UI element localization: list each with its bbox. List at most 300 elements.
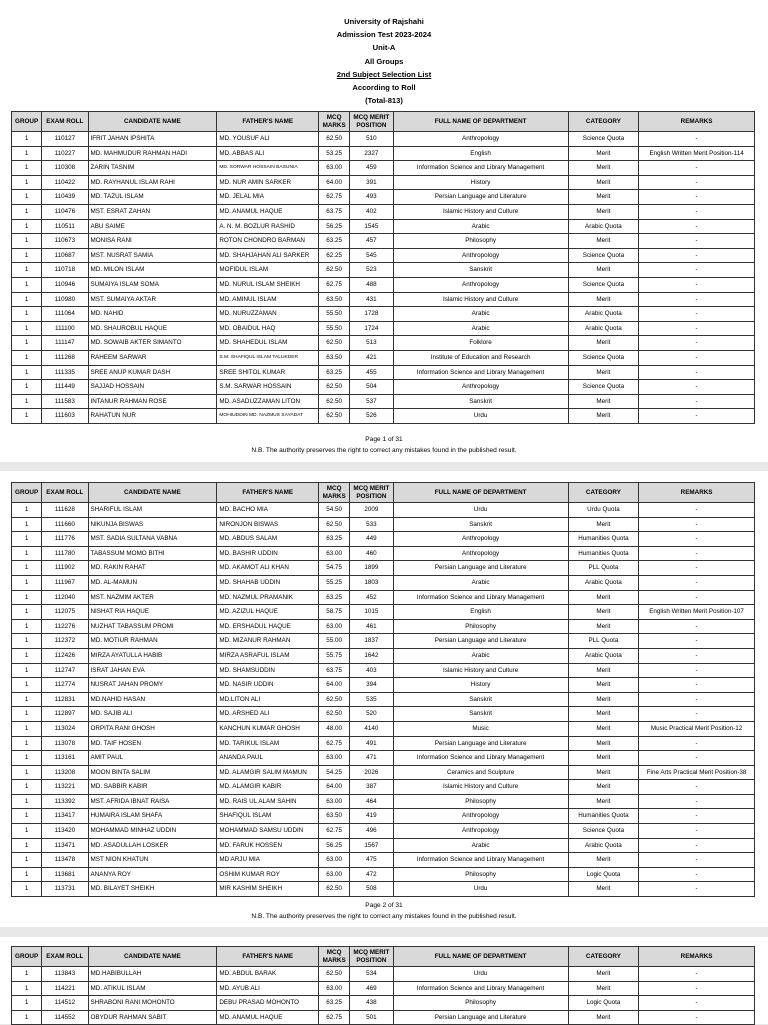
cell-category: Merit	[568, 751, 638, 766]
cell-remarks: -	[639, 882, 755, 897]
cell-merit: 523	[350, 263, 393, 278]
cell-category: Humanities Quota	[568, 546, 638, 561]
cell-mcq-marks: 62.75	[319, 1010, 350, 1025]
cell-father: MOHIUDDIN MD. NAZMUS SAYADAT	[217, 409, 319, 424]
cell-remarks: -	[639, 967, 755, 982]
cell-candidate: MOON BINTA SALIM	[88, 765, 217, 780]
cell-merit: 488	[350, 277, 393, 292]
column-header-mcq-marks: MCQ MARKS	[319, 112, 350, 132]
cell-merit: 491	[350, 736, 393, 751]
cell-group: 1	[12, 765, 42, 780]
cell-mcq-marks: 55.00	[319, 634, 350, 649]
cell-remarks: -	[639, 350, 755, 365]
cell-mcq-marks: 64.00	[319, 780, 350, 795]
cell-department: Sanskrit	[393, 263, 568, 278]
cell-candidate: MD. AL-MAMUN	[88, 575, 217, 590]
selection-table	[11, 482, 755, 897]
cell-remarks: -	[639, 648, 755, 663]
table-row	[12, 234, 755, 249]
cell-exam-roll: 111583	[42, 394, 88, 409]
cell-group: 1	[12, 263, 42, 278]
cell-father: MD. NURUL ISLAM SHEIKH	[217, 277, 319, 292]
cell-group: 1	[12, 503, 42, 518]
column-header-department: FULL NAME OF DEPARTMENT	[393, 112, 568, 132]
column-header-remarks: REMARKS	[639, 112, 755, 132]
cell-remarks: -	[639, 263, 755, 278]
cell-mcq-marks: 54.50	[319, 503, 350, 518]
cell-merit: 1803	[350, 575, 393, 590]
cell-remarks: -	[639, 292, 755, 307]
cell-category: Merit	[568, 190, 638, 205]
cell-exam-roll: 114512	[42, 996, 88, 1011]
cell-group: 1	[12, 967, 42, 982]
cell-father: MD. ANAMUL HAQUE	[217, 204, 319, 219]
cell-department: Music	[393, 721, 568, 736]
cell-merit: 2009	[350, 503, 393, 518]
table-row	[12, 996, 755, 1011]
column-header-category: CATEGORY	[568, 947, 638, 967]
cell-candidate: MST. SADIA SULTANA VABNA	[88, 532, 217, 547]
cell-merit: 1837	[350, 634, 393, 649]
cell-remarks: English Written Merit Position-114	[639, 146, 755, 161]
cell-father: ANANDA PAUL	[217, 751, 319, 766]
cell-exam-roll: 110422	[42, 175, 88, 190]
cell-father: MD. JELAL MIA	[217, 190, 319, 205]
cell-candidate: RAHATUN NUR	[88, 409, 217, 424]
cell-group: 1	[12, 663, 42, 678]
cell-father: SREE SHITOL KUMAR	[217, 365, 319, 380]
cell-group: 1	[12, 590, 42, 605]
cell-candidate: NUSRAT JAHAN PROMY	[88, 678, 217, 693]
cell-merit: 387	[350, 780, 393, 795]
cell-mcq-marks: 62.50	[319, 692, 350, 707]
cell-department: Information Science and Library Management	[393, 365, 568, 380]
cell-exam-roll: 112276	[42, 619, 88, 634]
cell-department: Arabic	[393, 648, 568, 663]
cell-candidate: RAHEEM SARWAR	[88, 350, 217, 365]
cell-exam-roll: 112897	[42, 707, 88, 722]
table-row	[12, 648, 755, 663]
cell-group: 1	[12, 605, 42, 620]
cell-department: Philosophy	[393, 234, 568, 249]
cell-category: Merit	[568, 146, 638, 161]
cell-merit: 464	[350, 794, 393, 809]
cell-category: Merit	[568, 619, 638, 634]
cell-exam-roll: 113478	[42, 853, 88, 868]
cell-remarks: -	[639, 321, 755, 336]
cell-group: 1	[12, 561, 42, 576]
cell-father: MD. SHAMSUDDIN	[217, 663, 319, 678]
cell-merit: 394	[350, 678, 393, 693]
cell-remarks: -	[639, 619, 755, 634]
cell-category: Merit	[568, 663, 638, 678]
cell-father: MD. ERSHADUL HAQUE	[217, 619, 319, 634]
cell-remarks: -	[639, 751, 755, 766]
cell-department: Philosophy	[393, 867, 568, 882]
cell-exam-roll: 113161	[42, 751, 88, 766]
column-header-father: FATHER'S NAME	[217, 112, 319, 132]
cell-group: 1	[12, 981, 42, 996]
cell-merit: 452	[350, 590, 393, 605]
cell-department: Sanskrit	[393, 707, 568, 722]
cell-merit: 4140	[350, 721, 393, 736]
cell-exam-roll: 111967	[42, 575, 88, 590]
cell-mcq-marks: 62.50	[319, 882, 350, 897]
cell-candidate: MD. RAYHANUL ISLAM RAHI	[88, 175, 217, 190]
cell-department: Information Science and Library Management	[393, 161, 568, 176]
cell-department: Persian Language and Literature	[393, 561, 568, 576]
cell-category: Logic Quota	[568, 996, 638, 1011]
cell-group: 1	[12, 277, 42, 292]
cell-mcq-marks: 55.75	[319, 648, 350, 663]
cell-category: Merit	[568, 161, 638, 176]
cell-exam-roll: 111064	[42, 307, 88, 322]
cell-department: Urdu	[393, 967, 568, 982]
cell-category: Merit	[568, 692, 638, 707]
cell-father: MD. SORWAR HOSSAIN BASUNIA	[217, 161, 319, 176]
cell-father: MD. BACHO MIA	[217, 503, 319, 518]
document-page-1	[0, 0, 768, 462]
cell-father: NIRONJON BISWAS	[217, 517, 319, 532]
cell-merit: 431	[350, 292, 393, 307]
cell-department: Arabic	[393, 321, 568, 336]
cell-candidate: ORPITA RANI GHOSH	[88, 721, 217, 736]
cell-category: Science Quota	[568, 824, 638, 839]
cell-category: Science Quota	[568, 277, 638, 292]
cell-category: Merit	[568, 234, 638, 249]
cell-group: 1	[12, 307, 42, 322]
cell-department: Urdu	[393, 409, 568, 424]
cell-group: 1	[12, 365, 42, 380]
cell-candidate: HUMAIRA ISLAM SHAFA	[88, 809, 217, 824]
cell-exam-roll: 110687	[42, 248, 88, 263]
cell-father: MD. FARUK HOSSEN	[217, 838, 319, 853]
table-row	[12, 132, 755, 147]
total-label: (Total-813)	[365, 96, 403, 106]
cell-department: Persian Language and Literature	[393, 1010, 568, 1025]
cell-group: 1	[12, 575, 42, 590]
cell-remarks: -	[639, 634, 755, 649]
cell-remarks: -	[639, 161, 755, 176]
cell-group: 1	[12, 824, 42, 839]
cell-mcq-marks: 62.50	[319, 409, 350, 424]
cell-category: Logic Quota	[568, 867, 638, 882]
cell-mcq-marks: 63.00	[319, 853, 350, 868]
cell-mcq-marks: 62.50	[319, 263, 350, 278]
table-row	[12, 307, 755, 322]
cell-group: 1	[12, 380, 42, 395]
cell-mcq-marks: 56.25	[319, 838, 350, 853]
cell-category: Merit	[568, 517, 638, 532]
cell-candidate: SUMAIYA ISLAM SOMA	[88, 277, 217, 292]
cell-remarks: -	[639, 190, 755, 205]
cell-candidate: NIKUNJA BISWAS	[88, 517, 217, 532]
table-row	[12, 619, 755, 634]
table-row	[12, 546, 755, 561]
cell-exam-roll: 111449	[42, 380, 88, 395]
cell-merit: 493	[350, 190, 393, 205]
cell-candidate: MD.HABIBULLAH	[88, 967, 217, 982]
cell-department: Anthropology	[393, 532, 568, 547]
cell-department: Anthropology	[393, 546, 568, 561]
cell-father: MD. BASHIR UDDIN	[217, 546, 319, 561]
cell-father: MD. AYUB ALI	[217, 981, 319, 996]
cell-exam-roll: 112372	[42, 634, 88, 649]
cell-mcq-marks: 55.50	[319, 307, 350, 322]
cell-group: 1	[12, 204, 42, 219]
cell-department: Folklore	[393, 336, 568, 351]
cell-father: S.M. SARWAR HOSSAIN	[217, 380, 319, 395]
cell-category: Arabic Quota	[568, 321, 638, 336]
cell-candidate: MST. SUMAIYA AKTAR	[88, 292, 217, 307]
cell-mcq-marks: 63.00	[319, 161, 350, 176]
cell-exam-roll: 112075	[42, 605, 88, 620]
cell-category: Humanities Quota	[568, 532, 638, 547]
cell-group: 1	[12, 219, 42, 234]
cell-category: Merit	[568, 765, 638, 780]
cell-mcq-marks: 63.75	[319, 663, 350, 678]
cell-remarks: -	[639, 663, 755, 678]
cell-category: Merit	[568, 365, 638, 380]
cell-remarks: -	[639, 503, 755, 518]
cell-father: MD. NUR AMIN SARKER	[217, 175, 319, 190]
cell-merit: 475	[350, 853, 393, 868]
cell-category: Merit	[568, 853, 638, 868]
column-header-father: FATHER'S NAME	[217, 947, 319, 967]
table-row	[12, 853, 755, 868]
table-row	[12, 219, 755, 234]
cell-exam-roll: 114552	[42, 1010, 88, 1025]
cell-department: Persian Language and Literature	[393, 736, 568, 751]
cell-category: Merit	[568, 967, 638, 982]
cell-group: 1	[12, 146, 42, 161]
cell-category: Merit	[568, 882, 638, 897]
cell-father: A. N. M. BOZLUR RASHID	[217, 219, 319, 234]
cell-exam-roll: 110980	[42, 292, 88, 307]
cell-mcq-marks: 53.25	[319, 146, 350, 161]
cell-mcq-marks: 62.50	[319, 707, 350, 722]
cell-father: MOFIDUL ISLAM	[217, 263, 319, 278]
cell-group: 1	[12, 707, 42, 722]
cell-department: Anthropology	[393, 809, 568, 824]
cell-group: 1	[12, 517, 42, 532]
cell-exam-roll: 112747	[42, 663, 88, 678]
selection-table	[11, 946, 755, 1025]
cell-group: 1	[12, 692, 42, 707]
cell-department: Institute of Education and Research	[393, 350, 568, 365]
cell-candidate: MST. NAZMIM AKTER	[88, 590, 217, 605]
cell-father: MIR KASHIM SHEIKH	[217, 882, 319, 897]
table-row	[12, 321, 755, 336]
cell-group: 1	[12, 248, 42, 263]
cell-department: Anthropology	[393, 380, 568, 395]
cell-remarks: -	[639, 996, 755, 1011]
cell-merit: 2026	[350, 765, 393, 780]
cell-remarks: -	[639, 780, 755, 795]
cell-remarks: -	[639, 546, 755, 561]
cell-candidate: MD. NAHID	[88, 307, 217, 322]
cell-group: 1	[12, 409, 42, 424]
cell-exam-roll: 111100	[42, 321, 88, 336]
cell-mcq-marks: 62.25	[319, 248, 350, 263]
cell-father: MD. NURUZZAMAN	[217, 307, 319, 322]
cell-category: Merit	[568, 605, 638, 620]
cell-candidate: ZARIN TASNIM	[88, 161, 217, 176]
cell-category: Humanities Quota	[568, 809, 638, 824]
table-row	[12, 517, 755, 532]
cell-candidate: INTANUR RAHMAN ROSE	[88, 394, 217, 409]
cell-candidate: MST NION KHATUN	[88, 853, 217, 868]
cell-department: Information Science and Library Management	[393, 751, 568, 766]
column-header-candidate: CANDIDATE NAME	[88, 947, 217, 967]
cell-mcq-marks: 55.25	[319, 575, 350, 590]
table-row	[12, 605, 755, 620]
cell-mcq-marks: 63.00	[319, 794, 350, 809]
cell-remarks: -	[639, 409, 755, 424]
cell-category: Merit	[568, 292, 638, 307]
cell-department: Philosophy	[393, 794, 568, 809]
cell-remarks: -	[639, 204, 755, 219]
cell-group: 1	[12, 867, 42, 882]
cell-candidate: MD. RAKIN RAHAT	[88, 561, 217, 576]
cell-exam-roll: 110673	[42, 234, 88, 249]
cell-merit: 461	[350, 619, 393, 634]
column-header-remarks: REMARKS	[639, 947, 755, 967]
cell-remarks: -	[639, 824, 755, 839]
table-row	[12, 190, 755, 205]
cell-group: 1	[12, 1010, 42, 1025]
cell-father: MD. ANAMUL HAQUE	[217, 1010, 319, 1025]
cell-candidate: MD. ASADULLAH LOSKER	[88, 838, 217, 853]
cell-candidate: ANANYA ROY	[88, 867, 217, 882]
cell-department: Islamic History and Culture	[393, 292, 568, 307]
cell-group: 1	[12, 619, 42, 634]
cell-department: History	[393, 678, 568, 693]
table-row	[12, 663, 755, 678]
cell-group: 1	[12, 678, 42, 693]
cell-remarks: -	[639, 838, 755, 853]
cell-department: Information Science and Library Management	[393, 590, 568, 605]
cell-candidate: ABU SAIME	[88, 219, 217, 234]
cell-remarks: -	[639, 853, 755, 868]
cell-father: S.M. SHAFIQUL ISLAM TALUKDER	[217, 350, 319, 365]
cell-father: MD. SHAHAB UDDIN	[217, 575, 319, 590]
cell-candidate: SAJJAD HOSSAIN	[88, 380, 217, 395]
cell-category: Arabic Quota	[568, 648, 638, 663]
cell-group: 1	[12, 190, 42, 205]
cell-category: Merit	[568, 780, 638, 795]
cell-mcq-marks: 63.25	[319, 234, 350, 249]
cell-mcq-marks: 62.75	[319, 736, 350, 751]
cell-department: Arabic	[393, 219, 568, 234]
cell-group: 1	[12, 736, 42, 751]
cell-remarks: -	[639, 394, 755, 409]
cell-category: Science Quota	[568, 248, 638, 263]
cell-group: 1	[12, 838, 42, 853]
cell-merit: 533	[350, 517, 393, 532]
cell-category: Merit	[568, 1010, 638, 1025]
cell-candidate: NISHAT RIA HAQUE	[88, 605, 217, 620]
cell-category: Merit	[568, 794, 638, 809]
table-row	[12, 590, 755, 605]
table-row	[12, 263, 755, 278]
unit-label: Unit-A	[372, 43, 396, 53]
cell-father: MD. SHAHEDUL ISLAM	[217, 336, 319, 351]
cell-remarks: Fine Arts Practical Merit Position-38	[639, 765, 755, 780]
cell-department: English	[393, 605, 568, 620]
cell-remarks: English Written Merit Position-107	[639, 605, 755, 620]
cell-remarks: -	[639, 561, 755, 576]
cell-exam-roll: 113420	[42, 824, 88, 839]
cell-merit: 513	[350, 336, 393, 351]
cell-exam-roll: 111603	[42, 409, 88, 424]
cell-merit: 449	[350, 532, 393, 547]
cell-department: Sanskrit	[393, 692, 568, 707]
table-row	[12, 838, 755, 853]
table-row	[12, 292, 755, 307]
cell-group: 1	[12, 532, 42, 547]
cell-father: MIRZA ASRAFUL ISLAM	[217, 648, 319, 663]
cell-remarks: -	[639, 175, 755, 190]
cell-mcq-marks: 48.00	[319, 721, 350, 736]
cell-mcq-marks: 63.00	[319, 981, 350, 996]
cell-merit: 419	[350, 809, 393, 824]
cell-father: MD. RAIS UL ALAM SAHIN	[217, 794, 319, 809]
table-row	[12, 867, 755, 882]
cell-group: 1	[12, 161, 42, 176]
table-row	[12, 707, 755, 722]
cell-remarks: -	[639, 277, 755, 292]
table-row	[12, 780, 755, 795]
cell-category: Merit	[568, 263, 638, 278]
cell-group: 1	[12, 634, 42, 649]
list-title: 2nd Subject Selection List	[336, 69, 432, 79]
cell-group: 1	[12, 546, 42, 561]
selection-table	[11, 111, 755, 424]
disclaimer-note: N.B. The authority preserves the right to correct any mistakes found in the published result.	[251, 913, 517, 920]
table-row	[12, 721, 755, 736]
cell-group: 1	[12, 780, 42, 795]
cell-remarks: -	[639, 365, 755, 380]
cell-department: Arabic	[393, 838, 568, 853]
cell-exam-roll: 114221	[42, 981, 88, 996]
cell-father: KANCHUN KUMAR GHOSH	[217, 721, 319, 736]
cell-remarks: -	[639, 867, 755, 882]
cell-exam-roll: 113681	[42, 867, 88, 882]
page-number: Page 1 of 31	[365, 436, 403, 443]
cell-remarks: -	[639, 532, 755, 547]
cell-mcq-marks: 62.75	[319, 190, 350, 205]
cell-merit: 508	[350, 882, 393, 897]
cell-father: MD. AZIZUL HAQUE	[217, 605, 319, 620]
cell-remarks: -	[639, 590, 755, 605]
cell-exam-roll: 110511	[42, 219, 88, 234]
column-header-candidate: CANDIDATE NAME	[88, 483, 217, 503]
disclaimer-note: N.B. The authority preserves the right to correct any mistakes found in the published result.	[251, 447, 517, 454]
cell-merit: 438	[350, 996, 393, 1011]
cell-merit: 520	[350, 707, 393, 722]
cell-exam-roll: 110227	[42, 146, 88, 161]
cell-father: SHAFIQUL ISLAM	[217, 809, 319, 824]
cell-remarks: -	[639, 736, 755, 751]
cell-exam-roll: 110308	[42, 161, 88, 176]
cell-candidate: MOHAMMAD MINHAZ UDDIN	[88, 824, 217, 839]
cell-exam-roll: 111780	[42, 546, 88, 561]
cell-father: MD. SHAHJAHAN ALI SARKER	[217, 248, 319, 263]
cell-mcq-marks: 62.50	[319, 132, 350, 147]
cell-mcq-marks: 55.50	[319, 321, 350, 336]
cell-exam-roll: 111902	[42, 561, 88, 576]
